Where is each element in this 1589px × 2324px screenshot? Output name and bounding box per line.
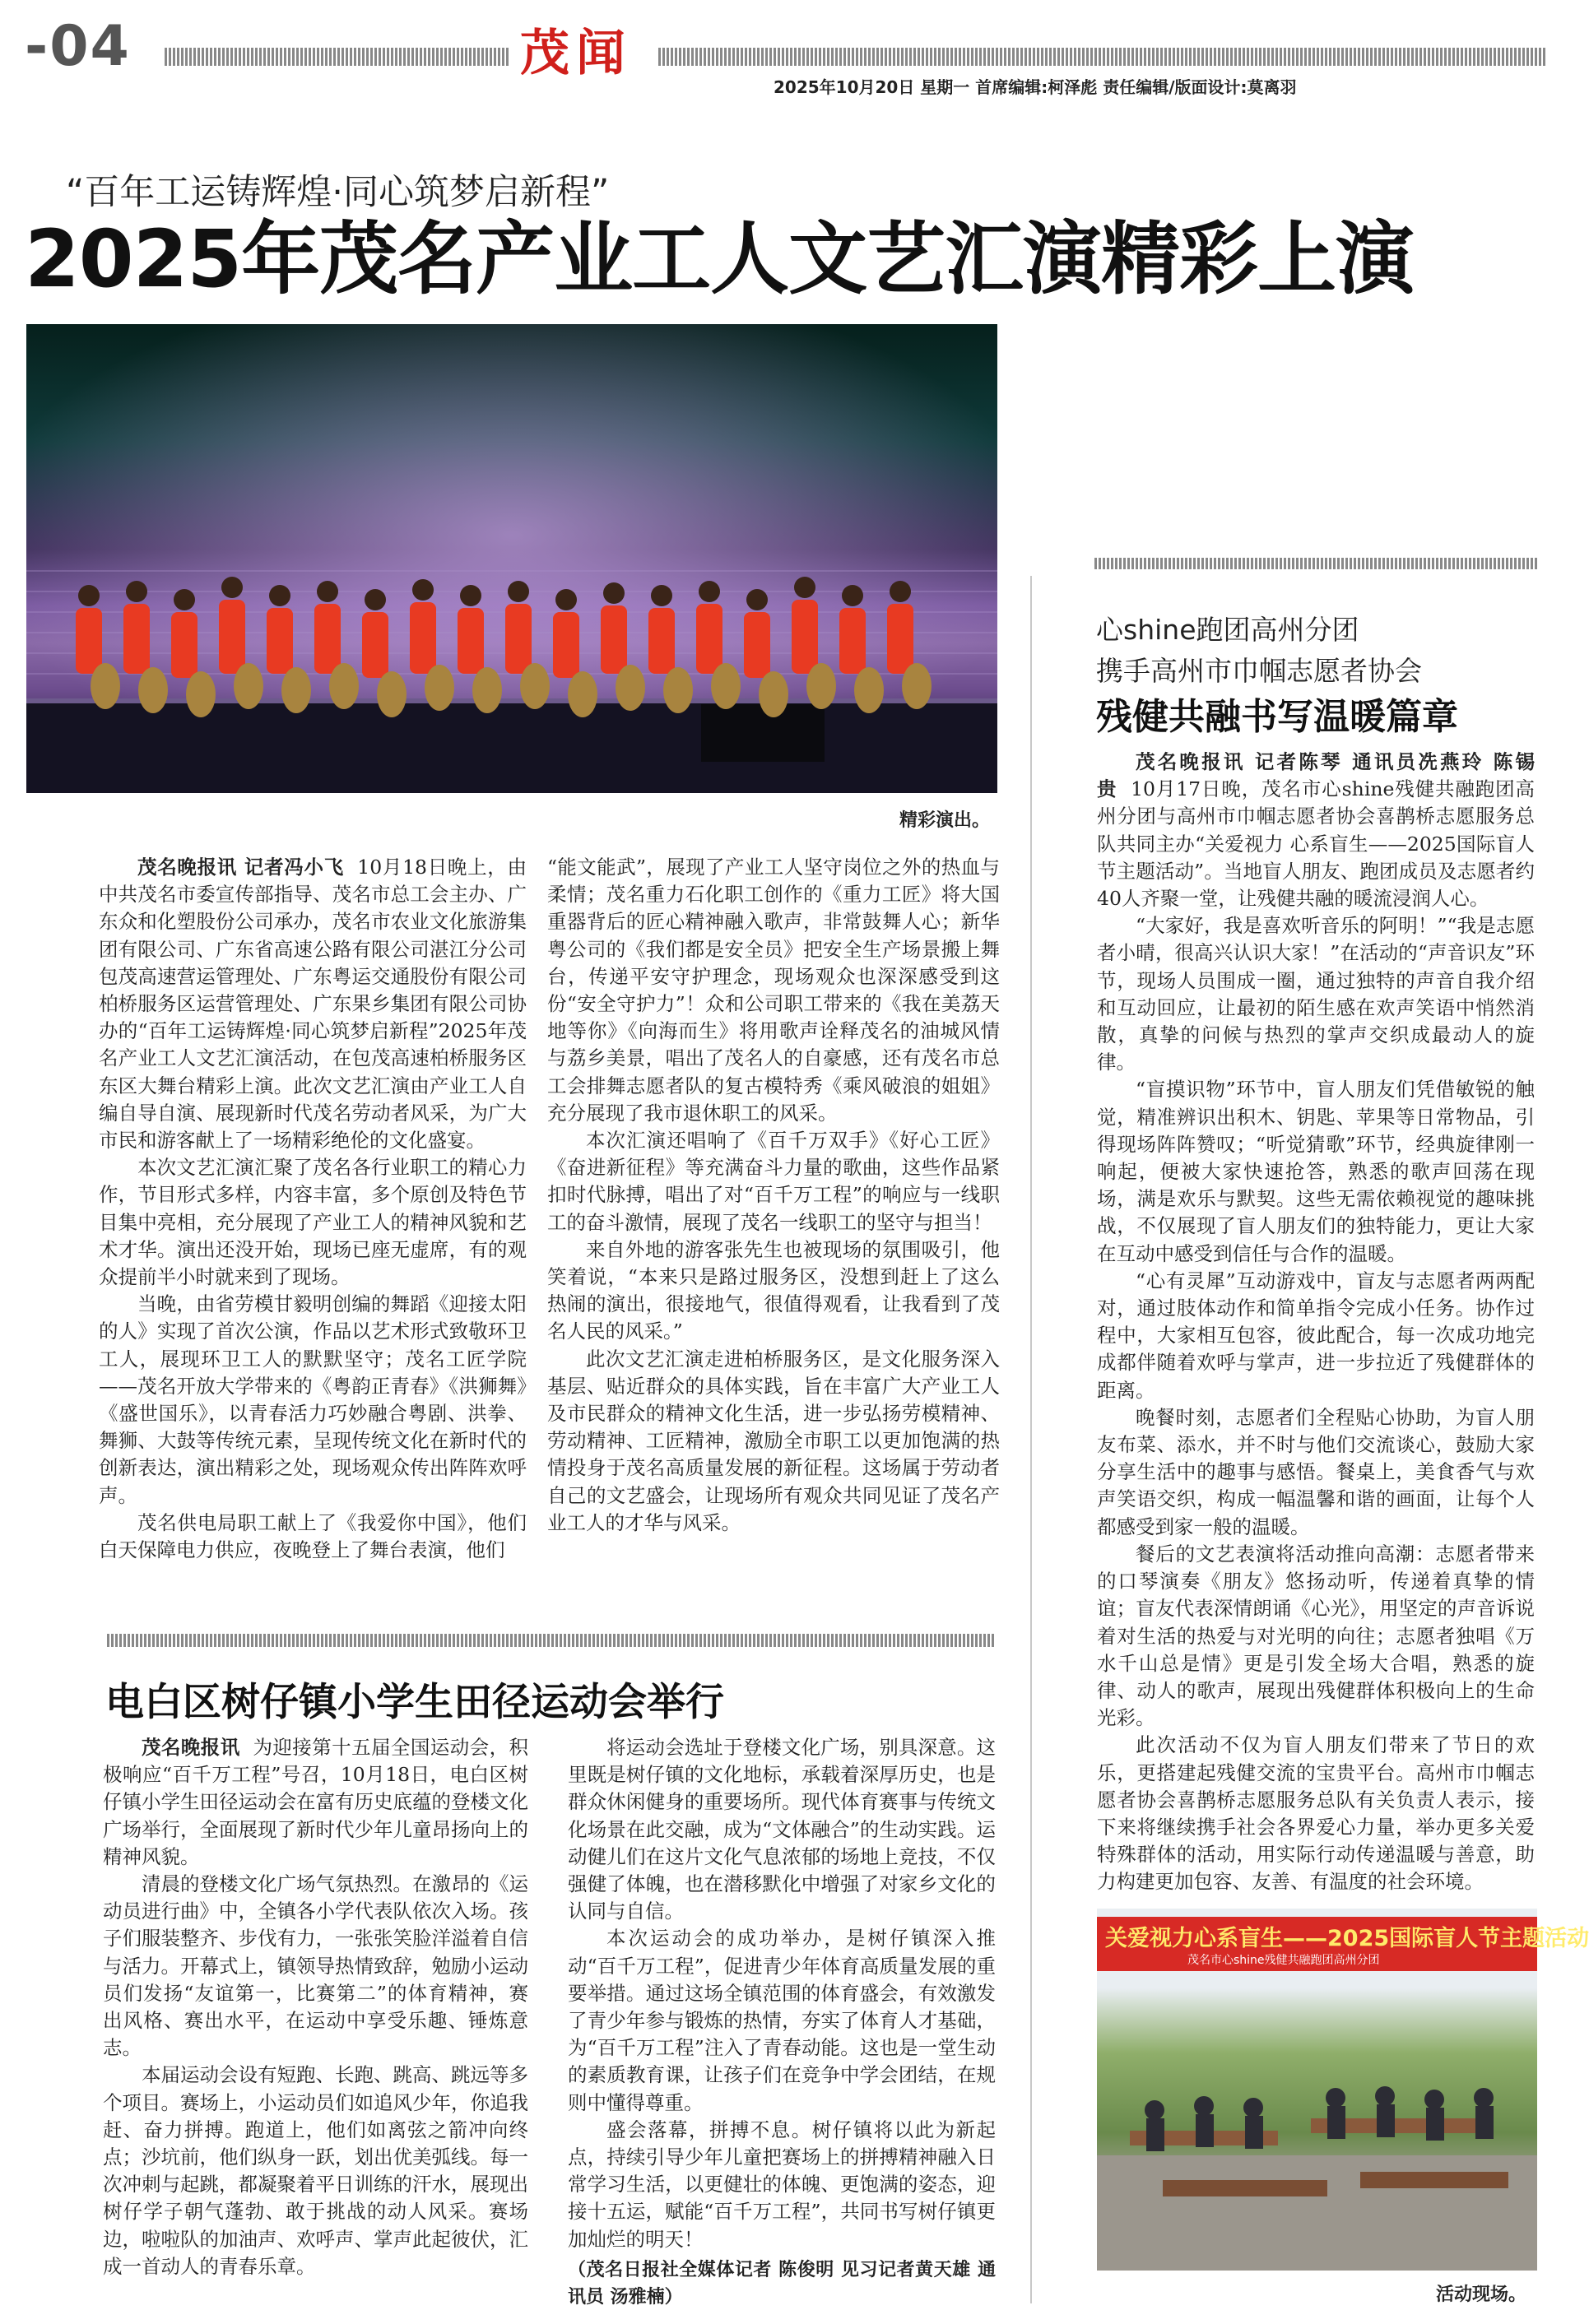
side-para: 餐后的文艺表演将活动推向高潮：志愿者带来的口琴演奏《朋友》悠扬动听，传递着真挚的情谊；盲友代表深情朗诵《心光》，用坚定的声音诉说着对生活的热爱与对光明的向往；志愿者独唱《万水千山总是情》更是引发全场大合唱，熟悉的旋律、动人的歌声，展现出残健群体积极向上的生命光彩。 [1097, 1542, 1535, 1730]
section-divider [107, 1634, 994, 1647]
page-number: -04 [25, 14, 131, 79]
main-para: 当晚，由省劳模甘毅明创编的舞蹈《迎接太阳的人》实现了首次公演，作品以艺术形式致敬环卫工人，展现环卫工人的默默坚守；茂名工匠学院——茂名开放大学带来的《粤韵正青春》《洪狮舞》《盛世国乐》，以青春活力巧妙融合粤剧、洪拳、舞狮、大鼓等传统元素，呈现传统文化在新时代的创新表达，演出精彩之处，现场观众传出阵阵欢呼声。 [99, 1292, 527, 1507]
side-deck2: 携手高州市巾帼志愿者协会 [1096, 655, 1422, 687]
side-para: “大家好，我是喜欢听音乐的阿明！”“我是志愿者小晴，很高兴认识大家！”在活动的“声音识友”环节，现场人员围成一圈，通过独特的声音自我介绍和互动回应，让最初的陌生感在欢声笑语中悄然消散，真挚的问候与热烈的掌声交织成最动人的旋律。 [1097, 914, 1535, 1074]
bottom-byline: 茂名晚报讯 [142, 1736, 240, 1759]
masthead-rule-left [165, 48, 510, 66]
side-headline: 残健共融书写温暖篇章 [1096, 696, 1458, 738]
masthead-rule-right [658, 48, 1547, 66]
activity-scene [1097, 1909, 1537, 2271]
main-para: 来自外地的游客张先生也被现场的氛围吸引，他笑着说，“本来只是路过服务区，没想到赶上了这么热闹的演出，很接地气，很值得观看，让我看到了茂名人民的风采。” [547, 1237, 1000, 1343]
banner-text: 关爱视力心系盲生——2025国际盲人节主题活动 [1105, 1926, 1589, 1951]
bottom-article-col2 [568, 1734, 996, 2311]
side-byline: 茂名晚报讯 记者陈琴 通讯员冼燕玲 陈锡贵 [1097, 750, 1535, 801]
main-para: 本次汇演还唱响了《百千万双手》《好心工匠》《奋进新征程》等充满奋斗力量的歌曲，这些作品紧扣时代脉搏，唱出了对“百千万工程”的响应与一线职工的奋斗激情，展现了茂名一线职工的坚守与担当！ [547, 1129, 1000, 1234]
bottom-credit: （茂名日报社全媒体记者 陈俊明 见习记者黄天雄 通讯员 汤雅楠） [568, 2259, 996, 2308]
headline: 2025年茂名产业工人文艺汇演精彩上演 [25, 213, 1415, 305]
main-byline: 茂名晚报讯 记者冯小飞 [137, 856, 344, 879]
bottom-article-col1 [103, 1734, 528, 2280]
main-para: 10月18日晚上，由中共茂名市委宣传部指导、茂名市总工会主办、广东众和化塑股份公司承办，茂名市农业文化旅游集团有限公司、广东省高速公路有限公司湛江分公司包茂高速营运管理处、广东粤运交通股份有限公司柏桥服务区运营管理处、广东果乡集团有限公司协办的“百年工运铸辉煌·同心筑梦启新程”2025年茂名产业工人文艺汇演活动，在包茂高速柏桥服务区东区大舞台精彩上演。此次文艺汇演由产业工人自编自导自演、展现新时代茂名劳动者风采，为广大市民和游客献上了一场精彩绝伦的文化盛宴。 [99, 856, 527, 1153]
main-para: 此次文艺汇演走进柏桥服务区，是文化服务深入基层、贴近群众的具体实践，旨在丰富广大产业工人及市民群众的精神文化生活，进一步弘扬劳模精神、劳动精神、工匠精神，激励全市职工以更加饱满的热情投身于茂名高质量发展的新征程。这场属于劳动者自己的文艺盛会，让现场所有观众共同见证了茂名产业工人的才华与风采。 [547, 1347, 1000, 1534]
main-para: 本次文艺汇演汇聚了茂名各行业职工的精心力作，节目形式多样，内容丰富，多个原创及特色节目集中亮相，充分展现了产业工人的精神风貌和艺术才华。演出还没开始，现场已座无虚席，有的观众提前半小时就来到了现场。 [99, 1156, 527, 1289]
activity-caption: 活动现场。 [1436, 2285, 1527, 2305]
performance-photo [26, 324, 997, 793]
side-deck1: 心shine跑团高州分团 [1096, 614, 1359, 646]
bottom-para: 清晨的登楼文化广场气氛热烈。在激昂的《运动员进行曲》中，全镇各小学代表队依次入场。孩子们服装整齐、步伐有力，一张张笑脸洋溢着自信与活力。开幕式上，镇领导热情致辞，勉励小运动员们发扬“友谊第一，比赛第二”的体育精神，赛出风格、赛出水平，在运动中享受乐趣、锤炼意志。 [103, 1872, 528, 2060]
main-article-col1 [99, 854, 527, 1564]
activity-photo [1097, 1909, 1589, 2271]
photo-caption: 精彩演出。 [899, 810, 991, 831]
main-para: “能文能武”，展现了产业工人坚守岗位之外的热血与柔情；茂名重力石化职工创作的《重力工匠》将大国重器背后的匠心精神融入歌声，非常鼓舞人心；新华粤公司的《我们都是安全员》把安全生产场景搬上舞台，传递平安守护理念，现场观众也深深感受到这份“安全守护力”！众和公司职工带来的《我在美荔天地等你》《向海而生》将用歌声诠释茂名的油城风情与荔乡美景，唱出了茂名人的自豪感，还有茂名市总工会排舞志愿者队的复古模特秀《乘风破浪的姐姐》充分展现了我市退休职工的风采。 [547, 856, 1000, 1125]
banner-subtext: 茂名市心shine残健共融跑团高州分团 [1187, 1954, 1380, 1967]
side-divider [1094, 558, 1539, 569]
masthead [0, 0, 1566, 99]
date-line: 2025年10月20日 星期一 首席编辑:柯泽彪 责任编辑/版面设计:莫离羽 [774, 77, 1297, 97]
bottom-para: 盛会落幕，拼搏不息。树仔镇将以此为新起点，持续引导少年儿童把赛场上的拼搏精神融入日常学习生活，以更健壮的体魄、更饱满的姿态，迎接十五运，赋能“百千万工程”，共同书写树仔镇更加灿烂的明天！ [568, 2118, 996, 2251]
bottom-para: 本次运动会的成功举办，是树仔镇深入推动“百千万工程”，促进青少年体育高质量发展的重要举措。通过这场全镇范围的体育盛会，有效激发了青少年参与锻炼的热情，夯实了体育人才基础，为“百千万工程”注入了青春动能。这也是一堂生动的素质教育课，让孩子们在竞争中学会团结，在规则中懂得尊重。 [568, 1927, 996, 2114]
kicker: “百年工运铸辉煌·同心筑梦启新程” [66, 172, 610, 213]
section-title: 茂闻 [520, 25, 632, 82]
side-para: “心有灵犀”互动游戏中，盲友与志愿者两两配对，通过肢体动作和简单指令完成小任务。协作过程中，大家相互包容，彼此配合，每一次成功地完成都伴随着欢呼与掌声，进一步拉近了残健群体的距离。 [1097, 1269, 1535, 1402]
bottom-headline: 电白区树仔镇小学生田径运动会举行 [105, 1680, 724, 1725]
side-para: 晚餐时刻，志愿者们全程贴心协助，为盲人朋友布菜、添水，并不时与他们交流谈心，鼓励大家分享生活中的趣事与感悟。餐桌上，美食香气与欢声笑语交织，构成一幅温馨和谐的画面，让每个人都感受到家一般的温暖。 [1097, 1405, 1535, 1538]
bottom-para: 本届运动会设有短跑、长跑、跳高、跳远等多个项目。赛场上，小运动员们如追风少年，你追我赶、奋力拼搏。跑道上，他们如离弦之箭冲向终点；沙坑前，他们纵身一跃，划出优美弧线。每一次冲刺与起跳，都凝聚着平日训练的汗水，展现出树仔学子朝气蓬勃、敢于挑战的动人风采。赛场边，啦啦队的加油声、欢呼声、掌声此起彼伏，汇成一首动人的青春乐章。 [103, 2063, 528, 2278]
performance-scene [26, 324, 997, 793]
bottom-para: 将运动会选址于登楼文化广场，别具深意。这里既是树仔镇的文化地标，承载着深厚历史，也是群众休闲健身的重要场所。现代体育赛事与传统文化场景在此交融，成为“文体融合”的生动实践。运动健儿们在这片文化气息浓郁的场地上竞技，不仅强健了体魄，也在潜移默化中增强了对家乡文化的认同与自信。 [568, 1736, 996, 1923]
side-para: 10月17日晚，茂名市心shine残健共融跑团高州分团与高州市巾帼志愿者协会喜鹊桥志愿服务总队共同主办“关爱视力 心系盲生——2025国际盲人节主题活动”。当地盲人朋友、跑团成员及志愿者约40人齐聚一堂，让残健共融的暖流浸润人心。 [1097, 777, 1535, 911]
side-para: 此次活动不仅为盲人朋友们带来了节日的欢乐，更搭建起残健交流的宝贵平台。高州市巾帼志愿者协会喜鹊桥志愿服务总队有关负责人表示，接下来将继续携手社会各界爱心力量，举办更多关爱特殊群体的活动，用实际行动传递温暖与善意，助力构建更加包容、友善、有温度的社会环境。 [1097, 1733, 1535, 1894]
main-article-col2 [547, 854, 1000, 1537]
column-rule [1030, 576, 1032, 2303]
side-article-text [1097, 749, 1535, 1896]
bottom-para: 为迎接第十五届全国运动会，积极响应“百千万工程”号召，10月18日，电白区树仔镇小学生田径运动会在富有历史底蕴的登楼文化广场举行，全面展现了新时代少年儿童昂扬向上的精神风貌。 [103, 1736, 528, 1868]
side-para: “盲摸识物”环节中，盲人朋友们凭借敏锐的触觉，精准辨识出积木、钥匙、苹果等日常物品，引得现场阵阵赞叹；“听觉猜歌”环节，经典旋律刚一响起，便被大家快速抢答，熟悉的歌声回荡在现场，满是欢乐与默契。这些无需依赖视觉的趣味挑战，不仅展现了盲人朋友们的独特能力，更让大家在互动中感受到信任与合作的温暖。 [1097, 1078, 1535, 1265]
main-para: 茂名供电局职工献上了《我爱你中国》，他们白天保障电力供应，夜晚登上了舞台表演，他们 [99, 1510, 527, 1562]
